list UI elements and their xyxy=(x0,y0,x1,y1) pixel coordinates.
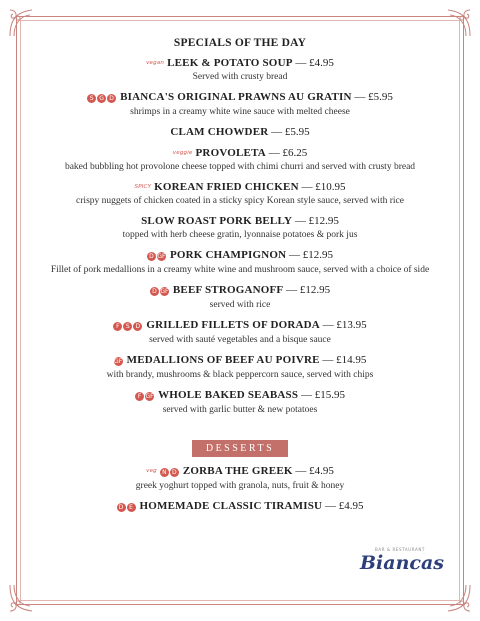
allergen-icons xyxy=(114,355,124,368)
item-name: KOREAN FRIED CHICKEN xyxy=(154,181,299,194)
item-name: CLAM CHOWDER xyxy=(170,126,269,139)
item-description: Served with crusty bread xyxy=(192,72,288,83)
item-name: PORK CHAMPIGNON xyxy=(169,249,287,262)
menu-item: SLOW ROAST PORK BELLY — £12.95 topped with herb cheese gratin, lyonnaise potatoes & pork jus xyxy=(30,215,450,241)
gluten-free-icon: GF xyxy=(145,393,154,401)
item-price: £4.95 xyxy=(309,465,334,478)
item-description: shrimps in a creamy white wine sauce with melted cheese xyxy=(130,107,350,118)
item-name: GRILLED FILLETS OF DORADA xyxy=(146,319,320,332)
allergen-icons xyxy=(113,320,143,333)
desserts-heading: DESSERTS xyxy=(192,440,288,457)
item-name: BEEF STROGANOFF xyxy=(172,284,284,297)
item-price: £4.95 xyxy=(309,57,334,70)
item-price: £10.95 xyxy=(315,181,346,194)
spicy-icon: SPICY xyxy=(134,184,152,191)
menu-item: D GF BEEF STROGANOFF — £12.95 served with rice xyxy=(30,284,450,311)
gluten-icon: G xyxy=(97,94,106,103)
item-price: £13.95 xyxy=(336,319,367,332)
gluten-free-icon: GF xyxy=(114,358,123,366)
item-name: LEEK & POTATO SOUP xyxy=(167,57,293,70)
item-description: served with rice xyxy=(209,300,271,311)
item-description: served with garlic butter & new potatoes xyxy=(162,405,318,416)
item-name: BIANCA'S ORIGINAL PRAWNS AU GRATIN xyxy=(120,91,352,104)
page-title: SPECIALS OF THE DAY xyxy=(173,37,307,49)
item-price: £12.95 xyxy=(308,215,339,228)
item-price: £14.95 xyxy=(336,354,367,367)
shellfish-icon: S xyxy=(87,94,96,103)
item-price: £12.95 xyxy=(302,249,334,262)
menu-item: S G D BIANCA'S ORIGINAL PRAWNS AU GRATIN — £5.95 shrimps in a creamy white wine sauce with melted cheese xyxy=(30,91,450,118)
dairy-icon: D xyxy=(147,252,156,261)
allergen-icons xyxy=(87,92,117,105)
item-price: £4.95 xyxy=(338,500,364,513)
item-name: SLOW ROAST PORK BELLY xyxy=(141,215,293,228)
corner-flourish-icon xyxy=(440,581,474,615)
fish-icon: F xyxy=(135,392,144,401)
logo-tagline: BAR & RESTAURANT xyxy=(375,547,425,552)
item-name: HOMEMADE CLASSIC TIRAMISU xyxy=(139,500,323,513)
logo-name: Biancas xyxy=(360,552,444,574)
item-name: WHOLE BAKED SEABASS xyxy=(158,389,299,402)
corner-flourish-icon xyxy=(440,6,474,40)
item-description: Fillet of pork medallions in a creamy white wine and mushroom sauce, served with a choice of side xyxy=(50,265,430,276)
menu-item: F S D GRILLED FILLETS OF DORADA — £13.95 served with sauté vegetables and a bisque sauce xyxy=(30,319,450,346)
gluten-free-icon: GF xyxy=(157,253,166,261)
item-price: £5.95 xyxy=(368,91,393,104)
menu-item: vegan LEEK & POTATO SOUP — £4.95 Served with crusty bread xyxy=(30,57,450,83)
shellfish-icon: S xyxy=(123,322,132,331)
item-description: crispy nuggets of chicken coated in a sticky spicy Korean style sauce, served with rice xyxy=(76,196,404,207)
allergen-icons xyxy=(117,501,137,514)
item-name: ZORBA THE GREEK xyxy=(182,465,293,478)
dessert-item: veg N D ZORBA THE GREEK — £4.95 greek yoghurt topped with granola, nuts, fruit & honey xyxy=(30,465,450,492)
menu-item: veggie PROVOLETA — £6.25 baked bubbling hot provolone cheese topped with chimi churri and served with crusty bread xyxy=(30,147,450,173)
dairy-icon: D xyxy=(107,94,116,103)
allergen-icons xyxy=(160,466,180,479)
menu-item: F GF WHOLE BAKED SEABASS — £15.95 served with garlic butter & new potatoes xyxy=(30,389,450,416)
dairy-icon: D xyxy=(170,468,179,477)
nuts-icon: N xyxy=(160,468,169,477)
biancas-logo xyxy=(360,547,444,581)
dairy-icon: D xyxy=(133,322,142,331)
menu-content xyxy=(30,37,450,522)
dairy-icon: D xyxy=(117,503,126,512)
item-name: MEDALLIONS OF BEEF AU POIVRE xyxy=(126,354,320,367)
allergen-icons xyxy=(147,250,167,263)
fish-icon: F xyxy=(113,322,122,331)
item-price: £15.95 xyxy=(314,389,345,402)
menu-item: GF MEDALLIONS OF BEEF AU POIVRE — £14.95 with brandy, mushrooms & black peppercorn sauce, served with chips xyxy=(30,354,450,381)
vegan-icon: vegan xyxy=(146,60,165,66)
menu-item: CLAM CHOWDER — £5.95 xyxy=(170,126,310,139)
item-description: served with sauté vegetables and a bisque sauce xyxy=(149,335,331,346)
dairy-icon: D xyxy=(150,287,159,296)
allergen-icons xyxy=(135,390,155,403)
item-description: with brandy, mushrooms & black peppercorn sauce, served with chips xyxy=(106,370,374,381)
egg-icon: E xyxy=(127,503,136,512)
corner-flourish-icon xyxy=(6,581,40,615)
item-price: £5.95 xyxy=(284,126,310,139)
item-description: topped with herb cheese gratin, lyonnaise potatoes & pork jus xyxy=(122,230,358,241)
item-price: £12.95 xyxy=(299,284,331,297)
veggie-icon: veggie xyxy=(172,150,193,157)
item-description: greek yoghurt topped with granola, nuts, fruit & honey xyxy=(135,481,345,492)
dessert-item: D E HOMEMADE CLASSIC TIRAMISU — £4.95 xyxy=(30,500,450,514)
gluten-free-icon: GF xyxy=(160,288,169,296)
allergen-icons xyxy=(150,285,170,298)
vegetarian-icon: veg xyxy=(146,468,157,475)
corner-flourish-icon xyxy=(6,6,40,40)
menu-item: SPICY KOREAN FRIED CHICKEN — £10.95 crispy nuggets of chicken coated in a sticky spicy Korean style sauce, served with rice xyxy=(30,181,450,207)
item-name: PROVOLETA xyxy=(195,147,266,160)
item-price: £6.25 xyxy=(282,147,308,160)
item-description: baked bubbling hot provolone cheese topped with chimi churri and served with crusty bread xyxy=(64,162,416,173)
menu-item: D GF PORK CHAMPIGNON — £12.95 Fillet of pork medallions in a creamy white wine and mushroom sauce, served with a choice of side xyxy=(30,249,450,276)
